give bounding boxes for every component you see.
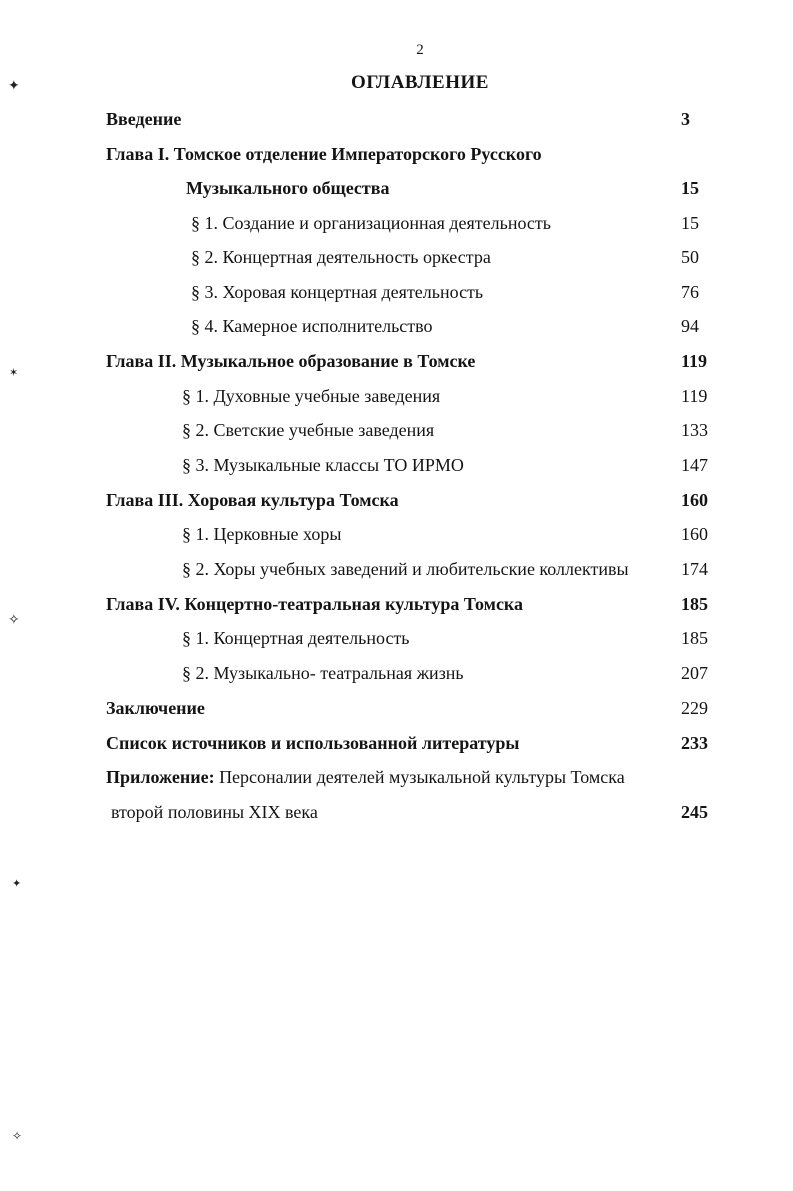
appendix-label-bold: Приложение: [106, 767, 215, 787]
toc-page-conclusion: 229 [681, 698, 708, 718]
toc-entry-chapter-1[interactable]: Глава I. Томское отделение Императорского Русского [106, 144, 542, 164]
toc-page-ch2-s3: 147 [681, 455, 708, 475]
toc-entry-chapter-1-cont[interactable]: Музыкального общества [186, 178, 390, 198]
toc-entry-sources[interactable]: Список источников и использованной литературы [106, 733, 520, 753]
toc-entry-conclusion[interactable]: Заключение [106, 698, 205, 718]
toc-page-chapter-3: 160 [681, 490, 708, 510]
toc-entry-chapter-3[interactable]: Глава III. Хоровая культура Томска [106, 490, 399, 510]
toc-entry-ch2-s3[interactable]: § 3. Музыкальные классы ТО ИРМО [182, 455, 464, 475]
scan-speck-mark: ✦ [8, 79, 20, 94]
toc-page-ch1-s2: 50 [681, 247, 699, 267]
appendix-label-rest: Персоналии деятелей музыкальной культуры Томска [214, 767, 625, 787]
toc-entry-ch4-s2[interactable]: § 2. Музыкально- театральная жизнь [182, 663, 464, 683]
toc-entry-ch2-s2[interactable]: § 2. Светские учебные заведения [182, 420, 435, 440]
toc-page-ch2-s2: 133 [681, 420, 708, 440]
toc-entry-intro[interactable]: Введение [106, 109, 182, 129]
toc-page-ch4-s2: 207 [681, 663, 708, 683]
scan-speck-mark: ✦ [12, 878, 22, 890]
toc-title: ОГЛАВЛЕНИЕ [351, 72, 489, 93]
toc-page-ch3-s1: 160 [681, 524, 708, 544]
toc-page-ch2-s1: 119 [681, 386, 708, 406]
toc-page-intro: 3 [681, 109, 690, 129]
toc-entry-ch1-s4[interactable]: § 4. Камерное исполнительство [191, 316, 433, 336]
toc-page-chapter-2: 119 [681, 351, 708, 371]
toc-entry-chapter-4[interactable]: Глава IV. Концертно-театральная культура Томска [106, 594, 524, 614]
toc-page-ch4-s1: 185 [681, 628, 708, 648]
toc-page-chapter-1: 15 [681, 178, 699, 198]
toc-entry-ch3-s1[interactable]: § 1. Церковные хоры [182, 524, 342, 544]
scan-speck-mark: ✧ [12, 1129, 23, 1143]
scan-speck-mark: ✧ [8, 613, 20, 628]
page-number: 2 [416, 42, 424, 58]
toc-page-ch1-s3: 76 [681, 282, 699, 302]
toc-entry-appendix[interactable] [106, 767, 625, 788]
toc-page-ch3-s2: 174 [681, 559, 708, 579]
toc-page-chapter-4: 185 [681, 594, 708, 614]
toc-entry-ch1-s1[interactable]: § 1. Создание и организационная деятельность [191, 213, 551, 233]
toc-page-appendix: 245 [681, 802, 708, 822]
toc-entry-ch3-s2[interactable]: § 2. Хоры учебных заведений и любительские коллективы [182, 559, 629, 579]
toc-entry-chapter-2[interactable]: Глава II. Музыкальное образование в Томске [106, 351, 476, 371]
toc-page-sources: 233 [681, 733, 708, 753]
toc-entry-ch1-s2[interactable]: § 2. Концертная деятельность оркестра [191, 247, 491, 267]
toc-entry-ch1-s3[interactable]: § 3. Хоровая концертная деятельность [191, 282, 484, 302]
toc-entry-appendix-cont[interactable]: второй половины XIX века [111, 802, 318, 822]
toc-entry-ch2-s1[interactable]: § 1. Духовные учебные заведения [182, 386, 441, 406]
toc-page-ch1-s1: 15 [681, 213, 699, 233]
toc-page-ch1-s4: 94 [681, 316, 699, 336]
toc-entry-ch4-s1[interactable]: § 1. Концертная деятельность [182, 628, 410, 648]
scan-speck-mark: ✶ [9, 367, 19, 379]
